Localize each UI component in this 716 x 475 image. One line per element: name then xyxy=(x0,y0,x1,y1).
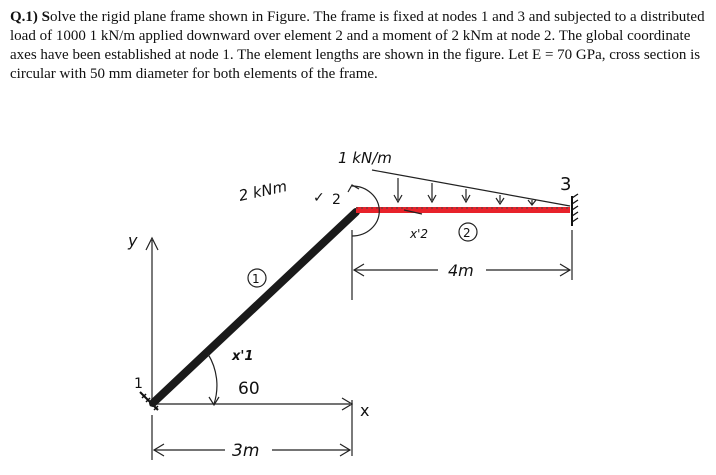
question-first-letter: S xyxy=(41,9,51,25)
load-label: 1 kN/m xyxy=(338,149,392,167)
angle-arc xyxy=(208,354,217,404)
moment-label: 2 kNm xyxy=(237,177,289,205)
load-top-line xyxy=(372,170,570,206)
question-number: Q.1) xyxy=(10,9,38,25)
element-2-label: 2 xyxy=(463,226,471,240)
local-axis-2-label: x'2 xyxy=(410,227,429,241)
dim-4m-label: 4m xyxy=(448,261,474,280)
distributed-load xyxy=(372,170,570,206)
axis-y-label: y xyxy=(128,231,138,250)
angle-label: 60 xyxy=(238,379,260,399)
axis-x-label: x xyxy=(360,401,370,420)
fixed-support-node-3 xyxy=(572,194,578,226)
local-axis-1-label: x'1 xyxy=(232,349,254,364)
node-label-3: 3 xyxy=(560,174,572,195)
element-1-label: 1 xyxy=(252,272,260,286)
node-label-1: 1 xyxy=(134,376,143,392)
node-label-2: 2 xyxy=(332,192,341,208)
moment-check-mark: ✓ xyxy=(313,190,325,206)
question-body: olve the rigid plane frame shown in Figure. The frame is fixed at nodes 1 and 3 and subjected to a distributed load of 1000 1 kN/m applied downward over element 2 and a moment of 2 kNm at node 2. The global coordinate axes have been established at node 1. The element lengths are shown in the figure. Let E = 70 GPa, cross section is circular with 50 mm diameter for both elements of the frame. xyxy=(10,9,705,82)
dim-3m-label: 3m xyxy=(232,441,260,461)
element-1 xyxy=(153,212,356,403)
